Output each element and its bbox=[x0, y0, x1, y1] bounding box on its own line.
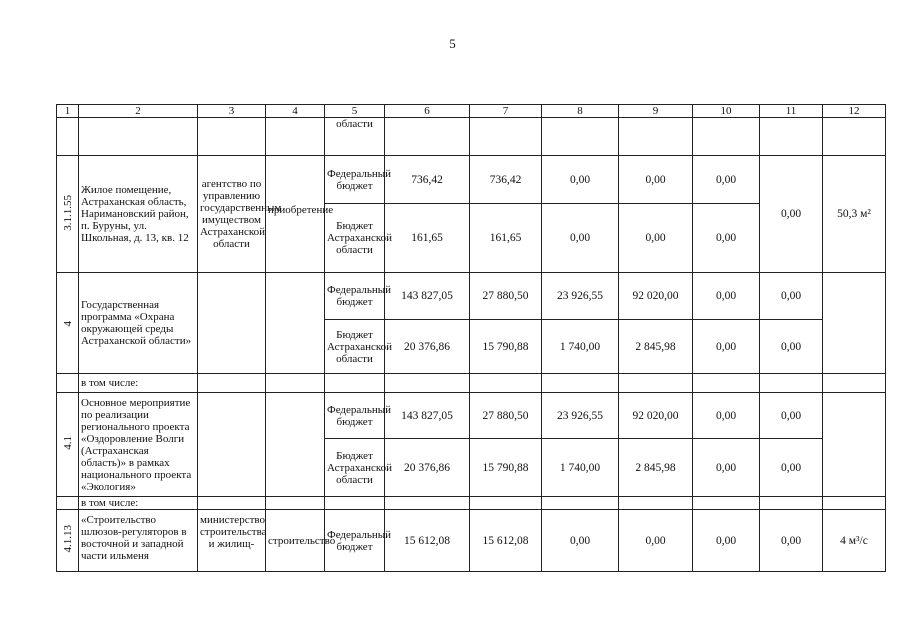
value-cell: 0,00 bbox=[542, 204, 619, 273]
row-code-cell: 4.1 bbox=[57, 393, 79, 497]
value-cell: 0,00 bbox=[760, 510, 823, 572]
value-cell: 0,00 bbox=[619, 204, 693, 273]
unit-cell: 50,3 м² bbox=[823, 156, 886, 273]
value-cell: 143 827,05 bbox=[385, 273, 470, 320]
value-cell: 0,00 bbox=[693, 510, 760, 572]
budget-source-cell: Федеральный бюджет bbox=[325, 510, 385, 572]
value-cell: 0,00 bbox=[693, 273, 760, 320]
unit-cell: 4 м³/с bbox=[823, 510, 886, 572]
value-cell: 0,00 bbox=[760, 393, 823, 439]
budget-source-cell: Федеральный бюджет bbox=[325, 156, 385, 204]
value-cell: 1 740,00 bbox=[542, 320, 619, 374]
value-cell: 736,42 bbox=[470, 156, 542, 204]
value-cell: 2 845,98 bbox=[619, 320, 693, 374]
value-cell: 0,00 bbox=[760, 156, 823, 273]
col-header: 7 bbox=[470, 105, 542, 118]
col-header: 11 bbox=[760, 105, 823, 118]
value-cell: 0,00 bbox=[693, 156, 760, 204]
table-row bbox=[57, 374, 886, 393]
table-row bbox=[57, 393, 886, 439]
row-name-cell: Государственная программа «Охрана окружающей среды Астраханской области» bbox=[79, 273, 198, 374]
table-row bbox=[57, 510, 886, 572]
col-header: 1 bbox=[57, 105, 79, 118]
header-row bbox=[57, 105, 886, 118]
col-header: 4 bbox=[266, 105, 325, 118]
budget-source-cell: Федеральный бюджет bbox=[325, 273, 385, 320]
type-cell: приобретение bbox=[266, 156, 325, 273]
value-cell: 0,00 bbox=[760, 273, 823, 320]
value-cell: 92 020,00 bbox=[619, 393, 693, 439]
value-cell: 0,00 bbox=[760, 320, 823, 374]
table-row bbox=[57, 273, 886, 320]
value-cell: 15 790,88 bbox=[470, 320, 542, 374]
executor-cell: агентство по управлению государственным имуществом Астраханской области bbox=[198, 156, 266, 273]
type-cell: строительство bbox=[266, 510, 325, 572]
value-cell: 0,00 bbox=[760, 439, 823, 497]
value-cell: 2 845,98 bbox=[619, 439, 693, 497]
table-row bbox=[57, 118, 886, 156]
budget-source-cell: Бюджет Астраханской области bbox=[325, 439, 385, 497]
value-cell: 27 880,50 bbox=[470, 393, 542, 439]
table-row bbox=[57, 156, 886, 204]
value-cell: 15 612,08 bbox=[470, 510, 542, 572]
value-cell: 0,00 bbox=[693, 320, 760, 374]
value-cell: 27 880,50 bbox=[470, 273, 542, 320]
row-code-cell: 3.1.1.55 bbox=[57, 156, 79, 273]
page-number: 5 bbox=[449, 36, 456, 51]
value-cell: 23 926,55 bbox=[542, 393, 619, 439]
row-name-cell: Основное мероприятие по реализации регионального проекта «Оздоровление Волги (Астраханская область)» в рамках национального проекта «Экология» bbox=[79, 393, 198, 497]
value-cell: 0,00 bbox=[693, 204, 760, 273]
value-cell: 0,00 bbox=[619, 156, 693, 204]
value-cell: 15 612,08 bbox=[385, 510, 470, 572]
col-header: 8 bbox=[542, 105, 619, 118]
subtotal-label: в том числе: bbox=[79, 497, 198, 510]
subtotal-label: в том числе: bbox=[79, 374, 198, 393]
executor-cell: министерство строительства и жилищ- bbox=[198, 510, 266, 572]
table-row bbox=[57, 497, 886, 510]
budget-source-cell: области bbox=[325, 118, 385, 156]
budget-table bbox=[56, 104, 886, 572]
value-cell: 1 740,00 bbox=[542, 439, 619, 497]
col-header: 10 bbox=[693, 105, 760, 118]
value-cell: 20 376,86 bbox=[385, 439, 470, 497]
col-header: 6 bbox=[385, 105, 470, 118]
budget-source-cell: Федеральный бюджет bbox=[325, 393, 385, 439]
col-header: 12 bbox=[823, 105, 886, 118]
row-code-cell: 4 bbox=[57, 273, 79, 374]
value-cell: 20 376,86 bbox=[385, 320, 470, 374]
value-cell: 161,65 bbox=[385, 204, 470, 273]
col-header: 3 bbox=[198, 105, 266, 118]
row-name-cell: «Строительство шлюзов-регуляторов в восточной и западной части ильменя bbox=[79, 510, 198, 572]
value-cell: 161,65 bbox=[470, 204, 542, 273]
value-cell: 0,00 bbox=[542, 510, 619, 572]
value-cell: 143 827,05 bbox=[385, 393, 470, 439]
row-name-cell: Жилое помещение, Астраханская область, Наримановский район, п. Буруны, ул. Школьная, д. 13, кв. 12 bbox=[79, 156, 198, 273]
col-header: 2 bbox=[79, 105, 198, 118]
value-cell: 0,00 bbox=[693, 439, 760, 497]
budget-source-cell: Бюджет Астраханской области bbox=[325, 204, 385, 273]
value-cell: 0,00 bbox=[542, 156, 619, 204]
col-header: 5 bbox=[325, 105, 385, 118]
value-cell: 23 926,55 bbox=[542, 273, 619, 320]
value-cell: 0,00 bbox=[619, 510, 693, 572]
col-header: 9 bbox=[619, 105, 693, 118]
budget-source-cell: Бюджет Астраханской области bbox=[325, 320, 385, 374]
value-cell: 92 020,00 bbox=[619, 273, 693, 320]
value-cell: 0,00 bbox=[693, 393, 760, 439]
value-cell: 736,42 bbox=[385, 156, 470, 204]
row-code-cell: 4.1.13 bbox=[57, 510, 79, 572]
value-cell: 15 790,88 bbox=[470, 439, 542, 497]
